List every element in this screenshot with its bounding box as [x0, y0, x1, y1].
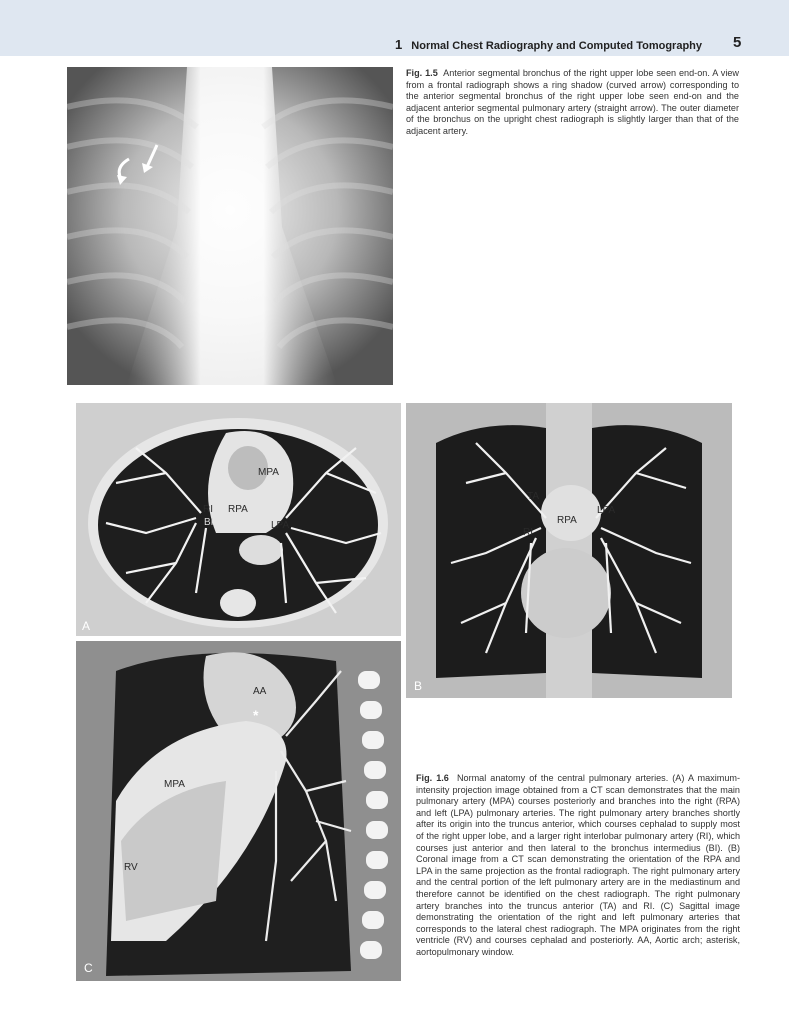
radiograph-image — [67, 67, 393, 385]
label-ri: RI — [203, 504, 213, 515]
ct-axial-image — [76, 403, 401, 636]
label-bi: BI — [204, 517, 214, 528]
figure-1-6-caption-text: Normal anatomy of the central pulmonary arteries. (A) A maximum-intensity projection image obtained from a CT scan demonstrates that the main pulmonary artery (MPA) courses posteriorly and branches into the right (RPA) and left (LPA) pulmonary arteries. The right pulmonary artery branches shortly after its origin into the truncus anterior, which courses cephalad to supply most of the right upper lobe, and a larger right interlobar pulmonary artery (RI), which courses just anterior and then lateral to the bronchus intermedius (BI). (B) Coronal image from a CT scan demonstrating the orientation of the RPA and LPA in the same projection as the frontal radiograph. The right pulmonary artery and the central portion of the left pulmonary artery are in the mediastinum and therefore cannot be identified on the chest radiograph. The right pulmonary artery branches into the truncus anterior (TA) and RI. (C) Sagittal image demonstrating the orientation of the right and left pulmonary arteries that corresponds to the lateral chest radiograph. The MPA originates from the right ventricle (RV) and courses cephalad and posteriorly. AA, Aortic arch; asterisk, aortopulmonary window. — [416, 773, 740, 957]
panel-letter-c: C — [84, 961, 93, 975]
label-aa: AA — [253, 686, 267, 697]
figure-1-5-caption — [406, 68, 739, 138]
label-rpa: RPA — [557, 515, 577, 526]
ct-coronal-image — [406, 403, 732, 698]
figure-1-6-panel-a — [76, 403, 401, 636]
label-rpa: RPA — [228, 504, 248, 515]
figure-1-6-caption — [416, 773, 740, 959]
figure-1-6-panel-c — [76, 641, 401, 981]
label-mpa: MPA — [258, 467, 279, 478]
figure-1-5-label: Fig. 1.5 — [406, 68, 438, 78]
label-rv: RV — [124, 862, 138, 873]
running-head — [395, 37, 702, 52]
label-mpa: MPA — [164, 779, 185, 790]
label-ri: RI — [523, 527, 533, 538]
figure-1-5-radiograph — [67, 67, 393, 385]
label-lpa: LPA — [271, 520, 290, 531]
panel-letter-b: B — [414, 679, 423, 693]
chapter-title: Normal Chest Radiography and Computed Tomography — [411, 40, 703, 52]
ct-sagittal-image — [76, 641, 401, 981]
figure-1-6-label: Fig. 1.6 — [416, 773, 449, 783]
figure-1-5-caption-text: Anterior segmental bronchus of the right upper lobe seen end-on. A view from a frontal radiograph shows a ring shadow (curved arrow) corresponding to the anterior segmental bronchus of the right upper lobe seen end-on and the adjacent anterior segmental pulmonary artery (straight arrow). The outer diameter of the bronchus on the upright chest radiograph is slightly larger than that of the adjacent artery. — [406, 68, 739, 136]
label-asterisk: * — [253, 707, 259, 723]
figure-1-6-panel-b — [406, 403, 732, 698]
chapter-number: 1 — [395, 37, 403, 52]
page-number: 5 — [733, 34, 742, 51]
label-ta: TA — [527, 491, 540, 502]
label-lpa: LPA — [597, 505, 616, 516]
panel-letter-a: A — [82, 619, 91, 633]
